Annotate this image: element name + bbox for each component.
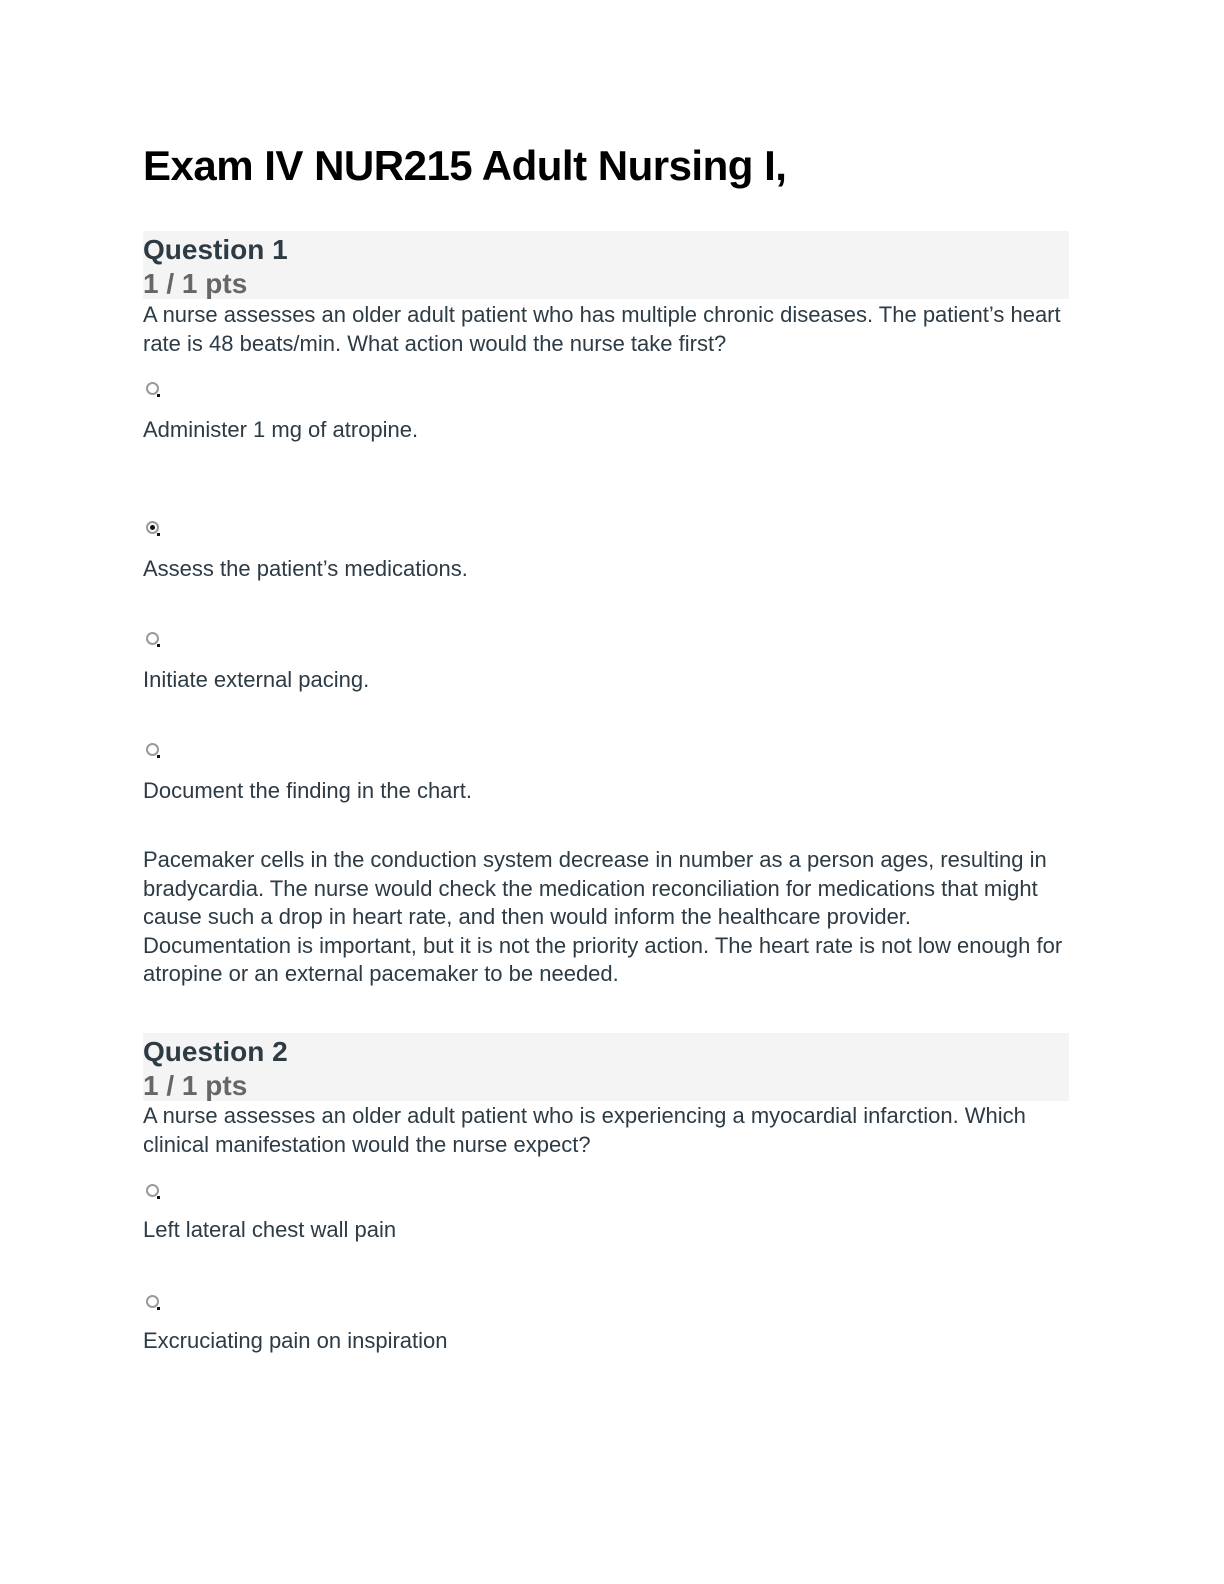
question-1-text: A nurse assesses an older adult patient who has multiple chronic diseases. The patient’s heart rate is 48 beats/min. What action would the nurse take first? <box>143 302 1061 356</box>
answer-q1-a2[interactable]: Assess the patient’s medications. <box>143 556 468 581</box>
question-2-text: A nurse assesses an older adult patient who is experiencing a myocardial infarction. Which clinical manifestation would the nurse expect? <box>143 1103 1026 1157</box>
radio-button-q2-a2[interactable] <box>146 1295 159 1308</box>
question-1-explanation: Pacemaker cells in the conduction system decrease in number as a person ages, resulting in bradycardia. The nurse would check the medication reconciliation for medications that might cause such a drop in heart rate, and then would inform the healthcare provider. Documentation is important, but it is not the priority action. The heart rate is not low enough for atropine or an external pacemaker to be needed. <box>143 847 1063 986</box>
document-title: Exam IV NUR215 Adult Nursing I, <box>143 142 787 189</box>
radio-button-q1-a3[interactable] <box>146 632 159 645</box>
radio-button-q1-a4[interactable] <box>146 743 159 756</box>
answer-q1-a3[interactable]: Initiate external pacing. <box>143 667 370 692</box>
question-1-points: 1 / 1 pts <box>143 268 248 299</box>
question-2-points: 1 / 1 pts <box>143 1070 248 1101</box>
radio-button-q1-a1[interactable] <box>146 382 159 395</box>
answer-q2-a1[interactable]: Left lateral chest wall pain <box>143 1217 397 1242</box>
question-1-title: Question 1 <box>143 234 288 265</box>
answer-q1-a4[interactable]: Document the finding in the chart. <box>143 778 472 803</box>
radio-button-q2-a1[interactable] <box>146 1184 159 1197</box>
answer-q2-a2[interactable]: Excruciating pain on inspiration <box>143 1328 448 1353</box>
answer-q1-a1[interactable]: Administer 1 mg of atropine. <box>143 417 419 442</box>
radio-button-q1-a2-selected[interactable] <box>146 521 159 534</box>
question-1-header <box>143 231 1069 299</box>
question-2-title: Question 2 <box>143 1036 288 1067</box>
question-2-header <box>143 1033 1069 1101</box>
